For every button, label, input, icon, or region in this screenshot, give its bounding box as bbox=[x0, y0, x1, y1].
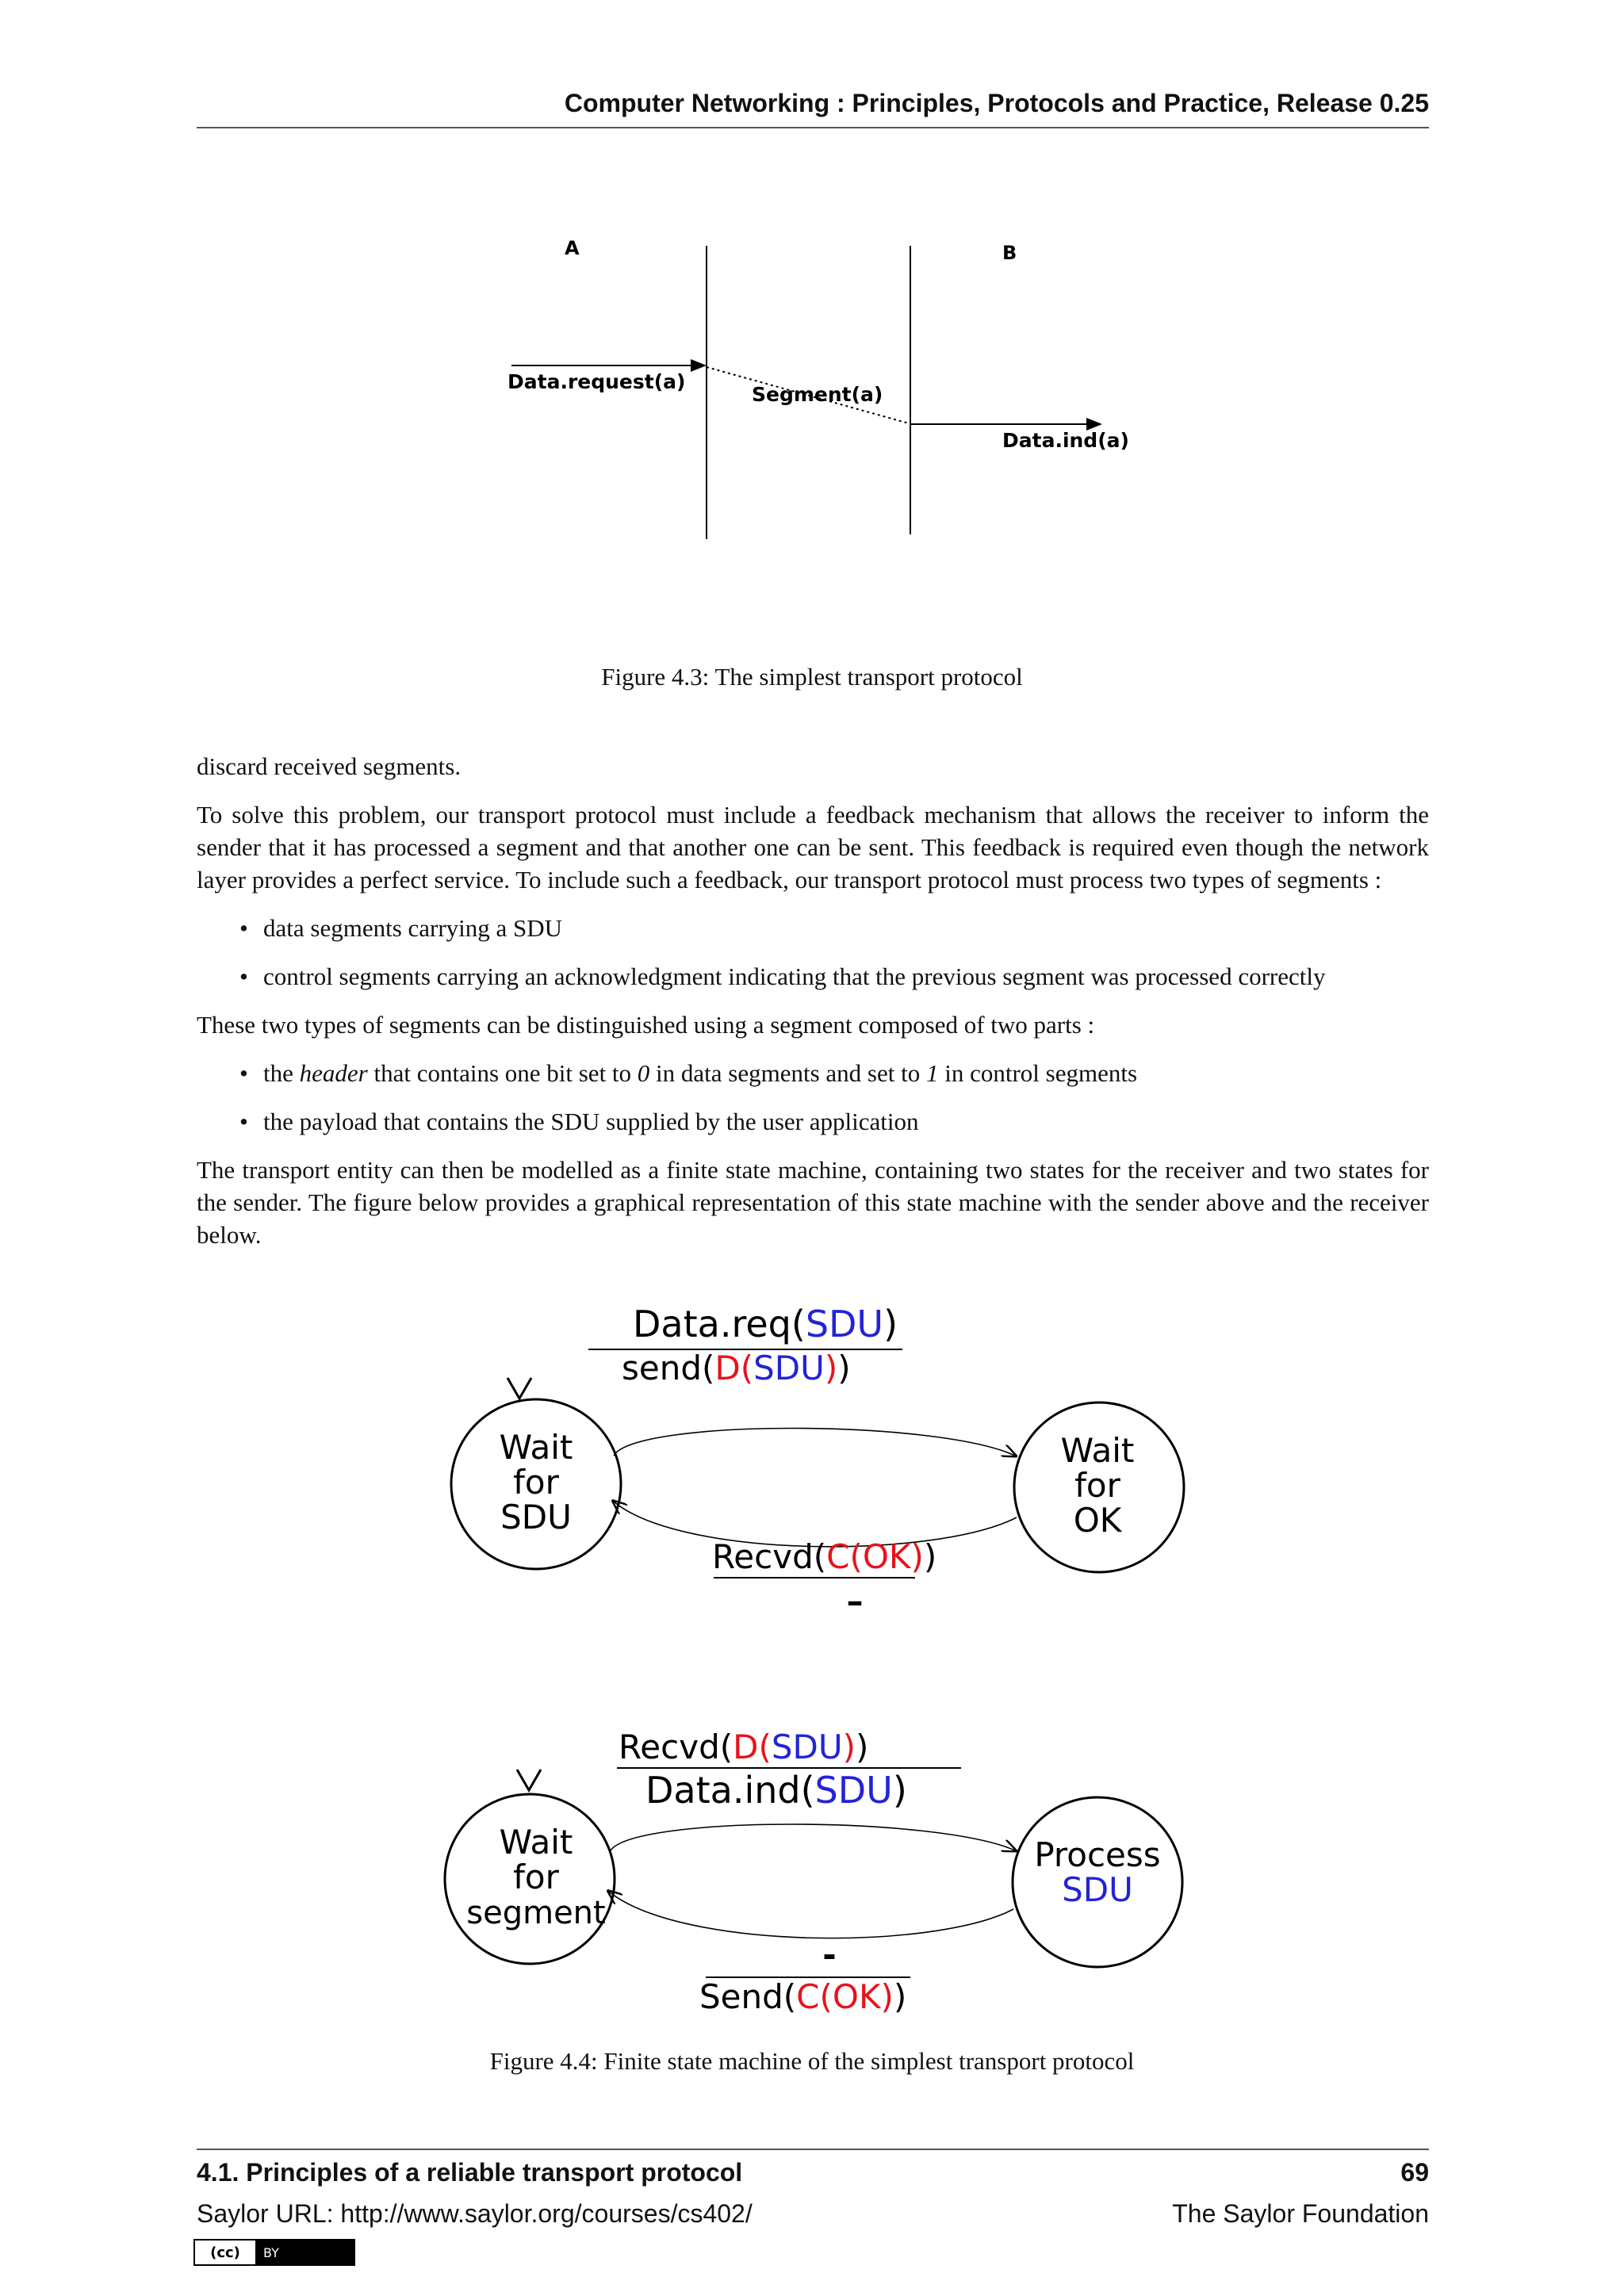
paragraph-fsm: The transport entity can then be modelled as a finite state machine, containing two states for the receiver and two states for the sender. The figure below provides a graphical representation of this state machine with the sender above and the receiver below. bbox=[197, 1156, 1429, 1249]
segment-types-list bbox=[197, 912, 1429, 993]
paragraph-two-parts: These two types of segments can be distinguished using a segment composed of two parts : bbox=[197, 1011, 1095, 1039]
receiver-return-action-label: Send(C(OK)) bbox=[699, 1977, 907, 2016]
list-item: • data segments carrying a SDU bbox=[263, 912, 1429, 944]
entity-b-label: B bbox=[1002, 242, 1017, 264]
list-item: • control segments carrying an acknowledgment indicating that the previous segment was processed correctly bbox=[263, 960, 1429, 993]
sender-action-label: send(D(SDU)) bbox=[622, 1349, 851, 1387]
list-item: • the header that contains one bit set to 0 in data segments and set to 1 in control segments bbox=[263, 1057, 1429, 1089]
figure-4-4-caption: Figure 4.4: Finite state machine of the simplest transport protocol bbox=[489, 2047, 1135, 2075]
footer-rule bbox=[197, 2149, 1429, 2150]
state-wait-for-segment-line1: Wait bbox=[499, 1823, 573, 1862]
receiver-initial-marker bbox=[517, 1770, 541, 1790]
sender-return-event-label: Recvd(C(OK)) bbox=[712, 1537, 937, 1576]
receiver-return-event-label: - bbox=[822, 1935, 837, 1974]
state-wait-for-sdu-line1: Wait bbox=[499, 1428, 573, 1467]
paragraph-feedback: To solve this problem, our transport protocol must include a feedback mechanism that allows the receiver to inform the sender that it has processed a segment and that another one can be sent. This feedback is required even though the network layer provides a perfect service. To include such a feedback, our transport protocol must process two types of segments : bbox=[197, 801, 1429, 894]
cc-license-badge[interactable] bbox=[193, 2239, 355, 2266]
running-header: Computer Networking : Principles, Protocols and Practice, Release 0.25 bbox=[564, 89, 1429, 117]
data-request-label: Data.request(a) bbox=[508, 370, 686, 393]
receiver-fsm bbox=[445, 1728, 1182, 2016]
state-process-sdu-line1: Process bbox=[1034, 1835, 1161, 1874]
figure-4-3-caption: Figure 4.3: The simplest transport protocol bbox=[601, 663, 1023, 691]
sender-initial-marker bbox=[508, 1378, 531, 1399]
list-item: • the payload that contains the SDU supplied by the user application bbox=[263, 1105, 1429, 1138]
cc-icon: (cc) bbox=[195, 2241, 255, 2264]
state-wait-for-ok-line1: Wait bbox=[1060, 1431, 1135, 1470]
segment-parts-list bbox=[197, 1057, 1429, 1138]
entity-a-label: A bbox=[565, 237, 580, 259]
sender-event-label: Data.req(SDU) bbox=[633, 1303, 898, 1345]
state-process-sdu-line2: SDU bbox=[1062, 1870, 1133, 1909]
receiver-return-transition bbox=[609, 1892, 1013, 1938]
figure-4-3-diagram bbox=[0, 222, 1624, 563]
paragraph-continuation: discard received segments. bbox=[197, 752, 462, 780]
footer-foundation: The Saylor Foundation bbox=[1172, 2199, 1429, 2228]
segment-label: Segment(a) bbox=[752, 383, 883, 406]
figure-4-4-diagram bbox=[0, 1300, 1624, 2030]
header-rule bbox=[197, 127, 1429, 128]
sender-fsm bbox=[451, 1303, 1184, 1621]
receiver-action-label: Data.ind(SDU) bbox=[645, 1769, 907, 1812]
cc-by-label: BY bbox=[263, 2244, 279, 2260]
state-wait-for-sdu-line2: for bbox=[513, 1463, 559, 1502]
state-wait-for-segment-line2: for bbox=[513, 1858, 559, 1896]
state-wait-for-ok-line2: for bbox=[1074, 1466, 1120, 1505]
body-text bbox=[197, 750, 1429, 1267]
receiver-event-label: Recvd(D(SDU)) bbox=[619, 1728, 869, 1766]
sender-return-action-label: – bbox=[846, 1582, 864, 1621]
data-ind-label: Data.ind(a) bbox=[1002, 429, 1129, 452]
state-wait-for-sdu-line3: SDU bbox=[500, 1498, 572, 1536]
footer-section-title: 4.1. Principles of a reliable transport protocol bbox=[197, 2158, 743, 2187]
page-number: 69 bbox=[1400, 2158, 1429, 2187]
sender-forward-transition bbox=[614, 1429, 1015, 1456]
footer-url-line: Saylor URL: http://www.saylor.org/courses/cs402/ bbox=[197, 2199, 753, 2228]
state-wait-for-segment-line3: segment bbox=[466, 1895, 606, 1931]
receiver-forward-transition bbox=[611, 1824, 1015, 1850]
state-wait-for-ok-line3: OK bbox=[1073, 1501, 1122, 1540]
